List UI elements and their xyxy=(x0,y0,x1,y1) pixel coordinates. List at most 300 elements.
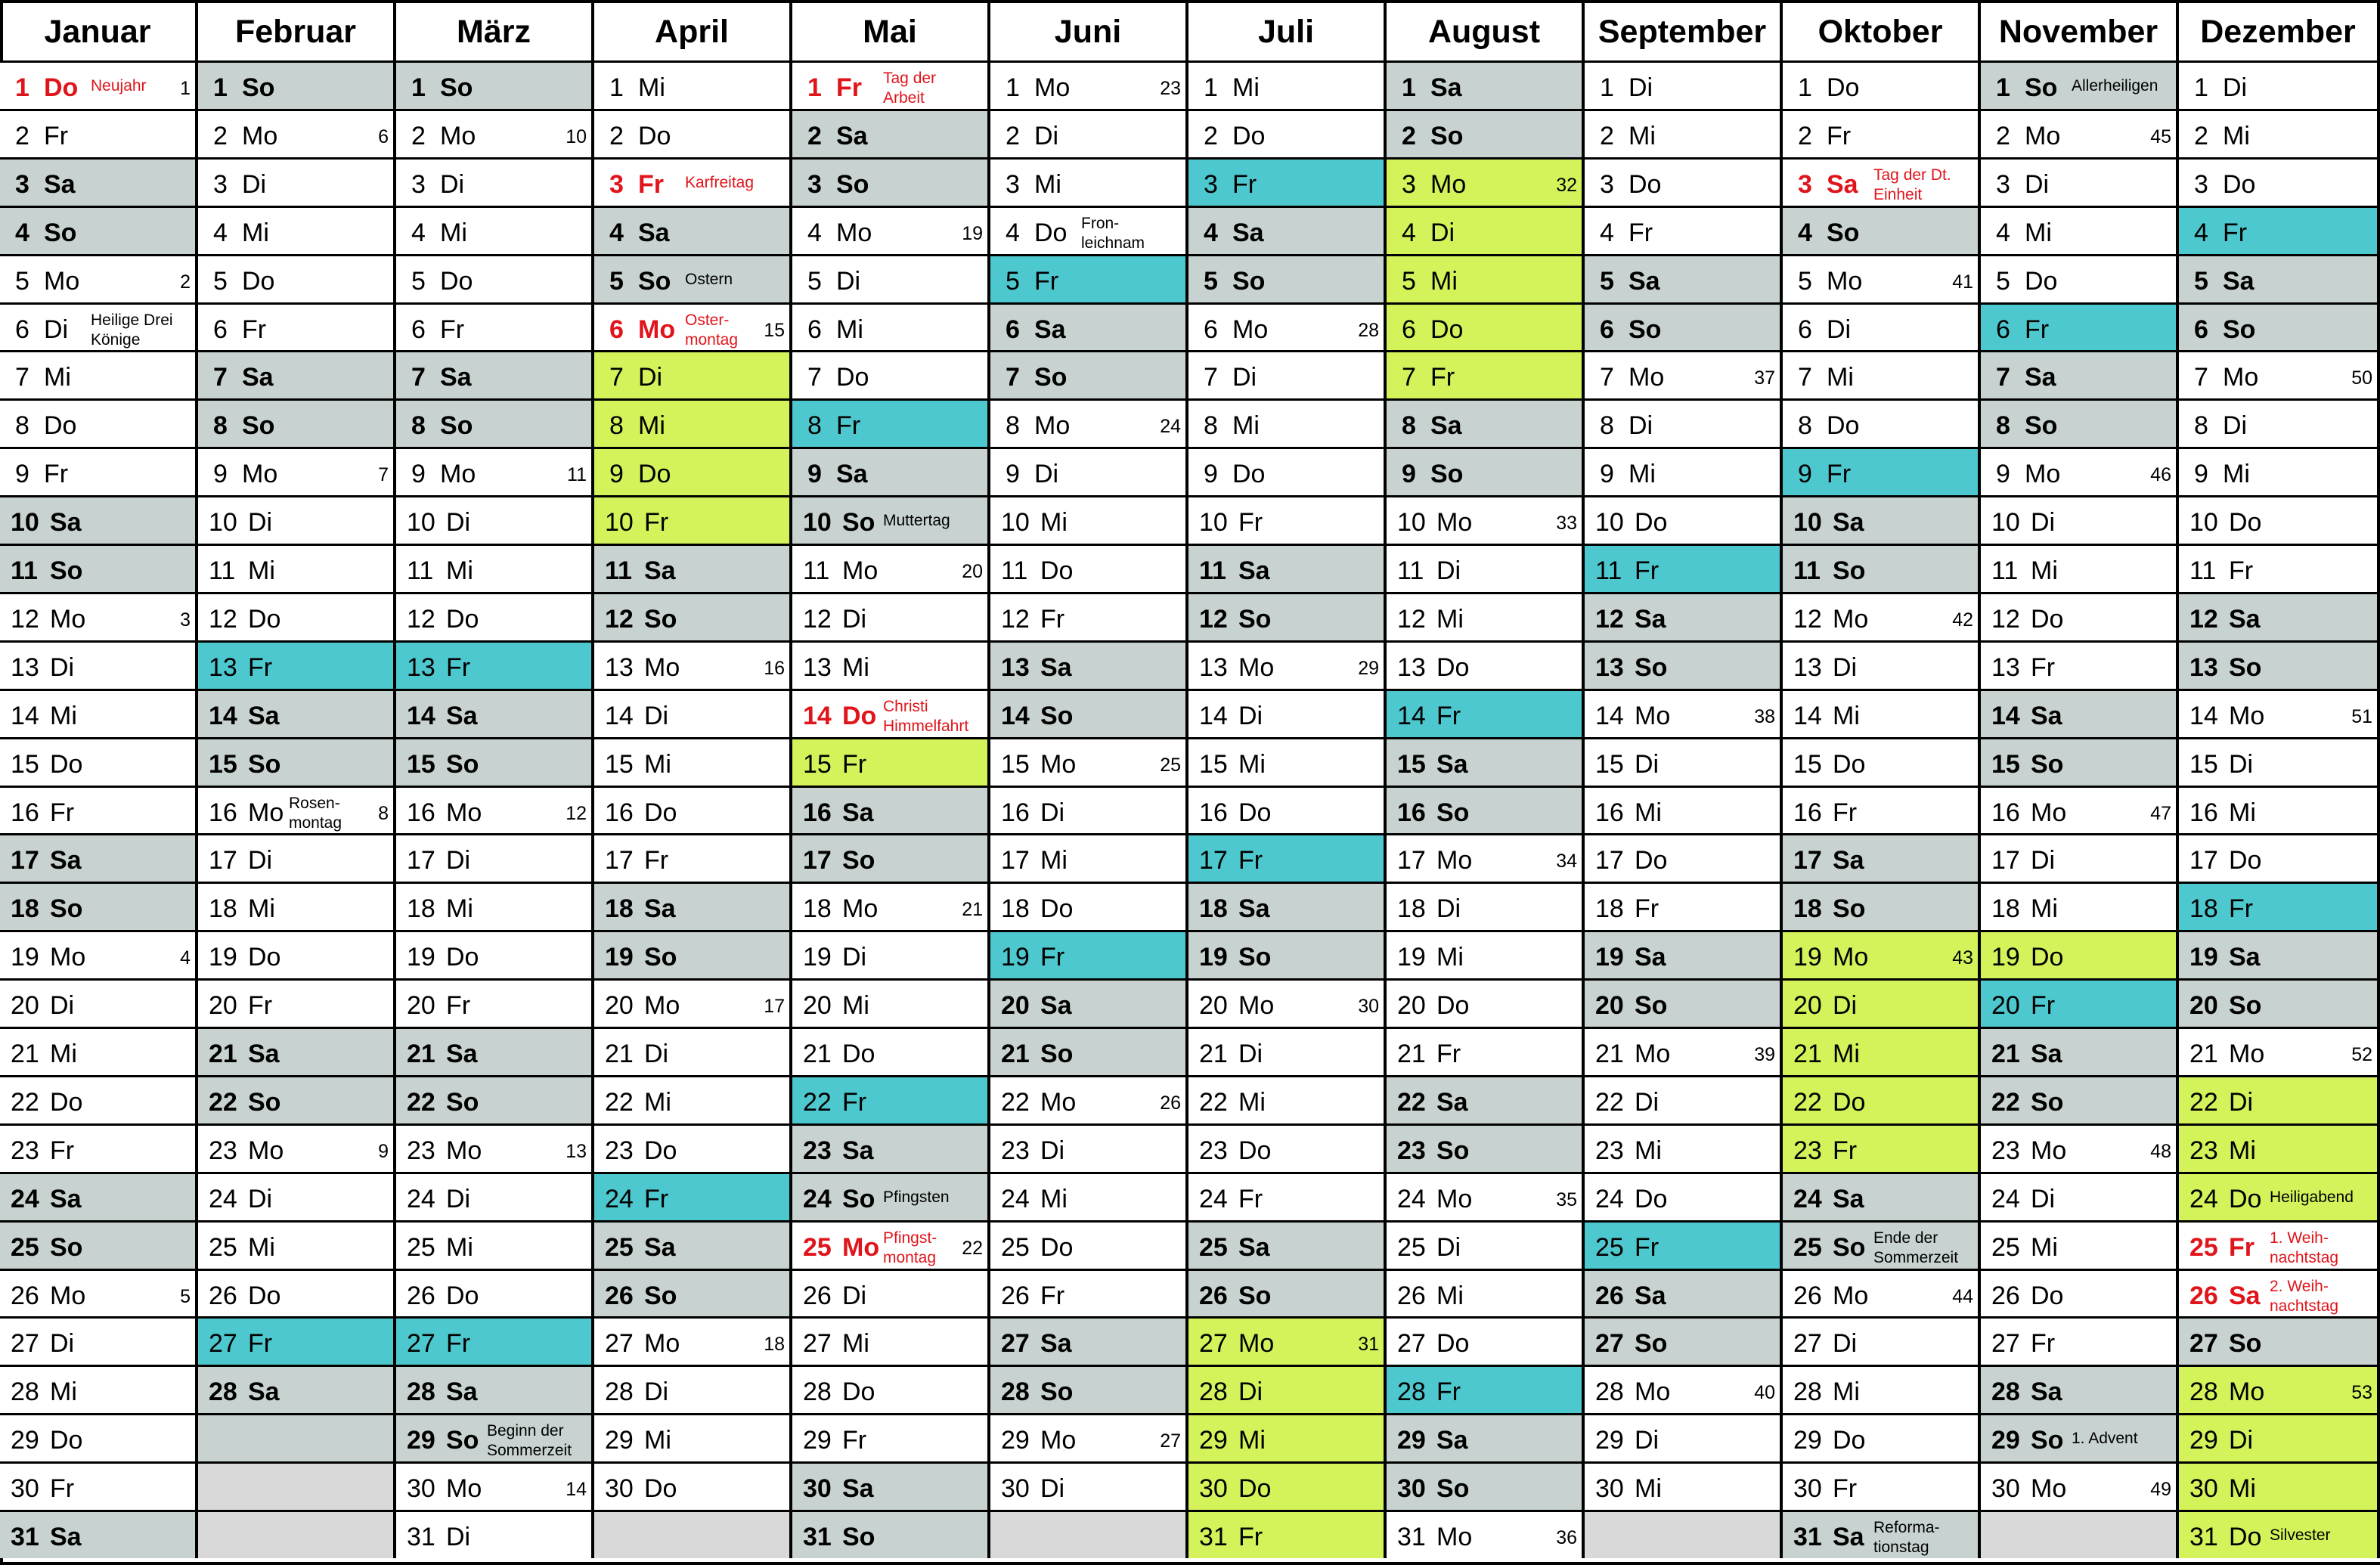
day-cell xyxy=(1387,689,1585,737)
weekday: Mi xyxy=(1040,508,1068,538)
day-number: 8 xyxy=(2194,411,2208,441)
weekday: So xyxy=(248,749,281,779)
weekday: Fr xyxy=(2031,1329,2056,1359)
weekday: Mo xyxy=(446,798,482,827)
day-cell xyxy=(198,398,396,447)
day-number: 27 xyxy=(1595,1329,1624,1359)
day-number: 28 xyxy=(1199,1378,1228,1407)
day-number: 3 xyxy=(1996,169,2010,199)
week-number: 7 xyxy=(378,464,389,486)
day-number: 5 xyxy=(1006,266,1020,296)
weekday: Sa xyxy=(50,1523,82,1551)
day-number: 18 xyxy=(1001,894,1030,924)
weekday: Do xyxy=(644,1136,677,1165)
week-number: 18 xyxy=(764,1334,785,1356)
month-column-november xyxy=(1981,0,2179,1565)
weekday: So xyxy=(1040,1040,1074,1068)
day-cell xyxy=(1387,350,1585,398)
weekday: So xyxy=(842,846,875,875)
day-number: 31 xyxy=(11,1523,39,1551)
day-number: 11 xyxy=(1397,556,1424,585)
day-number: 10 xyxy=(1793,508,1822,538)
day-number: 17 xyxy=(1001,846,1030,875)
day-number: 19 xyxy=(1991,943,2020,972)
day-cell xyxy=(2179,1461,2380,1510)
day-number: 9 xyxy=(807,460,822,489)
day-cell xyxy=(1387,1269,1585,1317)
day-number: 15 xyxy=(1991,749,2020,779)
day-number: 2 xyxy=(1600,121,1614,150)
weekday: Mi xyxy=(1232,73,1260,102)
day-number: 27 xyxy=(1793,1329,1822,1359)
day-number: 7 xyxy=(1798,363,1812,392)
day-cell xyxy=(2179,206,2380,254)
day-cell xyxy=(198,495,396,544)
day-number: 20 xyxy=(1001,991,1030,1021)
weekday: Di xyxy=(1238,1378,1263,1407)
day-cell xyxy=(594,447,792,495)
day-number: 28 xyxy=(1001,1378,1030,1407)
day-number: 7 xyxy=(807,363,822,392)
day-cell xyxy=(1585,1413,1783,1461)
day-cell xyxy=(594,1027,792,1075)
month-header: November xyxy=(1981,0,2179,60)
day-cell xyxy=(594,544,792,592)
day-number: 5 xyxy=(2194,266,2208,296)
day-cell xyxy=(2179,1075,2380,1123)
weekday: Mi xyxy=(638,73,665,102)
day-number: 2 xyxy=(807,121,822,150)
holiday-note: Reforma- tionstag xyxy=(1873,1519,1940,1556)
day-number: 3 xyxy=(1204,169,1218,199)
day-cell xyxy=(1783,1172,1981,1220)
week-number: 22 xyxy=(962,1237,983,1259)
day-cell xyxy=(0,1027,198,1075)
weekday: Do xyxy=(50,1426,83,1455)
day-number: 30 xyxy=(1793,1474,1822,1504)
day-number: 29 xyxy=(1991,1426,2020,1455)
weekday: Mi xyxy=(1833,1040,1860,1068)
weekday: Di xyxy=(842,943,867,972)
day-number: 13 xyxy=(1991,652,2020,682)
weekday: Fr xyxy=(248,652,273,682)
day-cell xyxy=(396,737,594,786)
day-number: 12 xyxy=(1199,604,1228,634)
weekday: Sa xyxy=(1238,556,1270,585)
weekday: Sa xyxy=(1238,894,1270,924)
day-number: 23 xyxy=(2189,1136,2218,1165)
weekday: Sa xyxy=(1635,604,1666,634)
weekday: So xyxy=(446,1087,479,1117)
weekday: Do xyxy=(1833,1426,1866,1455)
holiday-note: Tag der Dt. Einheit xyxy=(1873,166,1951,203)
day-cell xyxy=(0,495,198,544)
day-number: 2 xyxy=(1006,121,1020,150)
day-number: 3 xyxy=(1006,169,1020,199)
day-number: 25 xyxy=(1793,1232,1822,1262)
day-number: 30 xyxy=(1199,1474,1228,1504)
day-cell xyxy=(0,544,198,592)
weekday: So xyxy=(1436,798,1470,827)
day-number: 30 xyxy=(605,1474,634,1504)
weekday: Mi xyxy=(248,556,275,585)
day-number: 13 xyxy=(803,652,832,682)
day-number: 8 xyxy=(807,411,822,441)
day-cell xyxy=(1387,640,1585,689)
day-number: 3 xyxy=(1402,169,1416,199)
day-number: 20 xyxy=(407,991,435,1021)
day-cell xyxy=(198,640,396,689)
day-number: 3 xyxy=(213,169,228,199)
day-number: 3 xyxy=(1798,169,1812,199)
day-number: 29 xyxy=(803,1426,832,1455)
day-number: 1 xyxy=(609,73,624,102)
day-number: 18 xyxy=(407,894,435,924)
day-cell xyxy=(792,1172,990,1220)
week-number: 45 xyxy=(2150,126,2171,147)
weekday: Mo xyxy=(2229,1040,2265,1068)
weekday: Fr xyxy=(2229,1232,2254,1262)
day-number: 8 xyxy=(213,411,228,441)
day-cell xyxy=(0,254,198,302)
holiday-note: Heiligabend xyxy=(2270,1188,2354,1206)
holiday-note: 2. Weih- nachtstag xyxy=(2270,1277,2339,1315)
day-cell xyxy=(1387,930,1585,978)
day-number: 23 xyxy=(1991,1136,2020,1165)
day-cell xyxy=(1783,1461,1981,1510)
day-number: 3 xyxy=(2194,169,2208,199)
day-cell xyxy=(990,1027,1188,1075)
weekday: Do xyxy=(2229,1184,2262,1213)
weekday: Fr xyxy=(248,1329,273,1359)
weekday: Do xyxy=(2031,604,2064,634)
day-number: 1 xyxy=(1204,73,1218,102)
month-header: Januar xyxy=(0,0,198,60)
day-number: 21 xyxy=(2189,1040,2218,1068)
day-number: 18 xyxy=(1595,894,1624,924)
day-cell xyxy=(396,640,594,689)
day-cell xyxy=(1783,930,1981,978)
day-number: 6 xyxy=(1996,315,2010,344)
day-number: 28 xyxy=(1991,1378,2020,1407)
weekday: Mi xyxy=(1635,798,1662,827)
day-number: 11 xyxy=(1793,556,1821,585)
weekday: Mi xyxy=(1430,266,1458,296)
day-cell xyxy=(198,1220,396,1269)
day-cell xyxy=(990,544,1188,592)
day-number: 5 xyxy=(609,266,624,296)
day-cell xyxy=(990,157,1188,206)
day-cell xyxy=(198,1365,396,1413)
day-cell xyxy=(198,254,396,302)
weekday: Di xyxy=(1040,798,1065,827)
day-number: 2 xyxy=(609,121,624,150)
day-cell xyxy=(594,60,792,109)
week-number: 31 xyxy=(1358,1334,1379,1356)
day-cell xyxy=(594,1075,792,1123)
weekday: Mi xyxy=(2025,218,2052,247)
weekday: Sa xyxy=(2229,1281,2261,1310)
day-cell xyxy=(1783,447,1981,495)
weekday: Sa xyxy=(2025,363,2056,392)
day-cell xyxy=(1387,737,1585,786)
day-number: 5 xyxy=(1600,266,1614,296)
day-number: 22 xyxy=(1397,1087,1426,1117)
weekday: Di xyxy=(1034,121,1059,150)
day-cell xyxy=(2179,978,2380,1027)
day-number: 23 xyxy=(1595,1136,1624,1165)
day-cell xyxy=(1387,254,1585,302)
day-cell xyxy=(1981,254,2179,302)
day-cell xyxy=(1585,930,1783,978)
day-number: 6 xyxy=(411,315,426,344)
weekday: So xyxy=(1436,1136,1470,1165)
weekday: Sa xyxy=(2229,604,2261,634)
weekday: Fr xyxy=(1635,1232,1659,1262)
weekday: Mo xyxy=(50,943,86,972)
weekday: Sa xyxy=(1833,1184,1864,1213)
weekday: Mi xyxy=(50,1378,77,1407)
day-number: 19 xyxy=(803,943,832,972)
day-number: 31 xyxy=(1397,1523,1426,1551)
day-number: 26 xyxy=(1001,1281,1030,1310)
weekday: Di xyxy=(1629,73,1653,102)
day-cell xyxy=(1188,930,1387,978)
day-cell xyxy=(1188,1461,1387,1510)
day-number: 19 xyxy=(1199,943,1228,972)
weekday: Di xyxy=(50,991,75,1021)
week-number: 6 xyxy=(378,126,389,147)
day-cell xyxy=(198,302,396,351)
day-number: 21 xyxy=(1991,1040,2020,1068)
day-number: 26 xyxy=(605,1281,634,1310)
day-number: 12 xyxy=(1001,604,1030,634)
weekday: Do xyxy=(644,1474,677,1504)
holiday-note: Karfreitag xyxy=(685,173,755,191)
weekday: Fr xyxy=(1635,894,1659,924)
day-cell xyxy=(1188,302,1387,351)
day-cell xyxy=(1188,640,1387,689)
day-number: 27 xyxy=(2189,1329,2218,1359)
day-cell xyxy=(0,1220,198,1269)
weekday: Fr xyxy=(638,169,664,199)
weekday: Fr xyxy=(1238,508,1263,538)
weekday: Mo xyxy=(842,1232,880,1262)
weekday: Do xyxy=(1833,1087,1866,1117)
week-number: 19 xyxy=(962,222,983,244)
day-number: 10 xyxy=(1991,508,2020,538)
day-cell xyxy=(1981,302,2179,351)
day-cell xyxy=(1188,1316,1387,1365)
day-cell xyxy=(1783,689,1981,737)
weekday: Mi xyxy=(242,218,269,247)
weekday: Fr xyxy=(842,1426,867,1455)
week-number: 25 xyxy=(1160,754,1181,776)
weekday: So xyxy=(1833,556,1866,585)
weekday: Di xyxy=(1833,1329,1858,1359)
day-number: 22 xyxy=(1793,1087,1822,1117)
weekday: Do xyxy=(1040,894,1074,924)
week-number: 46 xyxy=(2150,464,2171,486)
weekday: Mo xyxy=(242,460,278,489)
day-cell xyxy=(0,640,198,689)
day-cell xyxy=(594,157,792,206)
weekday: Mi xyxy=(2031,556,2058,585)
day-number: 16 xyxy=(803,798,832,827)
month-column-märz xyxy=(396,0,594,1565)
day-number: 11 xyxy=(209,556,236,585)
day-number: 12 xyxy=(803,604,832,634)
day-cell xyxy=(792,737,990,786)
day-cell xyxy=(1783,398,1981,447)
day-cell xyxy=(1188,544,1387,592)
day-number: 18 xyxy=(1793,894,1822,924)
day-cell xyxy=(1981,833,2179,882)
holiday-note: Ostern xyxy=(685,270,733,288)
day-cell xyxy=(1981,1365,2179,1413)
day-number: 11 xyxy=(1991,556,2019,585)
day-number: 25 xyxy=(11,1232,39,1262)
day-cell xyxy=(2179,544,2380,592)
day-number: 10 xyxy=(605,508,634,538)
day-cell xyxy=(594,254,792,302)
day-number: 15 xyxy=(1001,749,1030,779)
day-cell xyxy=(990,350,1188,398)
weekday: Mi xyxy=(1635,1136,1662,1165)
weekday: Mi xyxy=(2229,1136,2256,1165)
day-cell xyxy=(198,1269,396,1317)
week-number: 49 xyxy=(2150,1479,2171,1501)
weekday: Sa xyxy=(1238,1232,1270,1262)
day-cell xyxy=(0,157,198,206)
month-column-februar xyxy=(198,0,396,1565)
weekday: Sa xyxy=(446,1040,478,1068)
weekday: Mo xyxy=(1034,73,1071,102)
week-number: 44 xyxy=(1952,1285,1973,1307)
week-number: 9 xyxy=(378,1140,389,1162)
holiday-note: Ende der Sommerzeit xyxy=(1873,1229,1959,1266)
day-cell xyxy=(594,1413,792,1461)
day-cell xyxy=(396,1269,594,1317)
day-cell xyxy=(396,495,594,544)
day-cell xyxy=(2179,689,2380,737)
weekday: Sa xyxy=(1436,1426,1468,1455)
day-number: 25 xyxy=(1397,1232,1426,1262)
day-number: 11 xyxy=(407,556,434,585)
day-number: 2 xyxy=(15,121,29,150)
weekday: Di xyxy=(2223,411,2248,441)
day-cell xyxy=(792,109,990,157)
day-cell xyxy=(1981,1316,2179,1365)
weekday: Mi xyxy=(1238,749,1266,779)
week-number: 29 xyxy=(1358,657,1379,679)
day-number: 28 xyxy=(209,1378,237,1407)
day-cell xyxy=(1783,302,1981,351)
holiday-note: Silvester xyxy=(2270,1526,2331,1544)
weekday: Do xyxy=(1430,315,1464,344)
day-number: 26 xyxy=(1991,1281,2020,1310)
weekday: Di xyxy=(1436,556,1461,585)
day-number: 1 xyxy=(2194,73,2208,102)
weekday: Mi xyxy=(2031,894,2058,924)
weekday: Do xyxy=(446,1281,479,1310)
holiday-note: Allerheiligen xyxy=(2072,77,2158,95)
day-number: 14 xyxy=(1595,701,1624,730)
week-number: 20 xyxy=(962,561,983,582)
day-number: 23 xyxy=(1199,1136,1228,1165)
day-cell xyxy=(1188,350,1387,398)
week-number: 42 xyxy=(1952,609,1973,631)
day-cell xyxy=(198,786,396,834)
weekday: Do xyxy=(1635,508,1668,538)
weekday: Di xyxy=(1827,315,1852,344)
week-number: 16 xyxy=(764,657,785,679)
day-cell xyxy=(396,1316,594,1365)
week-number: 11 xyxy=(567,464,587,486)
weekday: So xyxy=(1034,363,1068,392)
month-column-september xyxy=(1585,0,1783,1565)
day-number: 19 xyxy=(209,943,237,972)
day-cell xyxy=(1387,398,1585,447)
weekday: Sa xyxy=(2223,266,2254,296)
day-number: 21 xyxy=(1001,1040,1030,1068)
weekday: Mo xyxy=(1436,1184,1473,1213)
day-cell xyxy=(990,1269,1188,1317)
weekday: Di xyxy=(644,1378,669,1407)
day-cell xyxy=(1585,1027,1783,1075)
day-cell xyxy=(0,1075,198,1123)
day-cell xyxy=(0,398,198,447)
holiday-note: Muttertag xyxy=(883,512,950,530)
day-number: 4 xyxy=(15,218,29,247)
day-number: 21 xyxy=(407,1040,435,1068)
weekday: Mo xyxy=(1232,315,1269,344)
weekday: Di xyxy=(248,508,273,538)
day-cell xyxy=(1981,398,2179,447)
day-cell xyxy=(990,398,1188,447)
week-number: 1 xyxy=(180,78,191,99)
day-number: 25 xyxy=(605,1232,634,1262)
day-cell xyxy=(0,930,198,978)
day-cell xyxy=(2179,109,2380,157)
day-number: 23 xyxy=(1001,1136,1030,1165)
day-number: 8 xyxy=(1798,411,1812,441)
day-number: 1 xyxy=(1600,73,1614,102)
weekday: Mo xyxy=(1436,508,1473,538)
day-cell xyxy=(1188,60,1387,109)
day-number: 14 xyxy=(209,701,237,730)
day-number: 29 xyxy=(605,1426,634,1455)
day-number: 13 xyxy=(1001,652,1030,682)
holiday-note: Pfingsten xyxy=(883,1188,950,1206)
weekday: So xyxy=(242,73,275,102)
week-number: 33 xyxy=(1556,513,1577,535)
weekday: Do xyxy=(446,943,479,972)
day-number: 1 xyxy=(1006,73,1020,102)
weekday: So xyxy=(644,1281,677,1310)
day-cell xyxy=(1783,1269,1981,1317)
day-cell xyxy=(1981,930,2179,978)
day-cell xyxy=(594,1269,792,1317)
weekday: Mo xyxy=(2229,701,2265,730)
weekday: So xyxy=(1436,1474,1470,1504)
day-cell xyxy=(1585,206,1783,254)
day-number: 27 xyxy=(1397,1329,1426,1359)
weekday: Di xyxy=(842,1281,867,1310)
day-cell xyxy=(1387,1365,1585,1413)
day-number: 12 xyxy=(407,604,435,634)
day-cell xyxy=(792,1027,990,1075)
